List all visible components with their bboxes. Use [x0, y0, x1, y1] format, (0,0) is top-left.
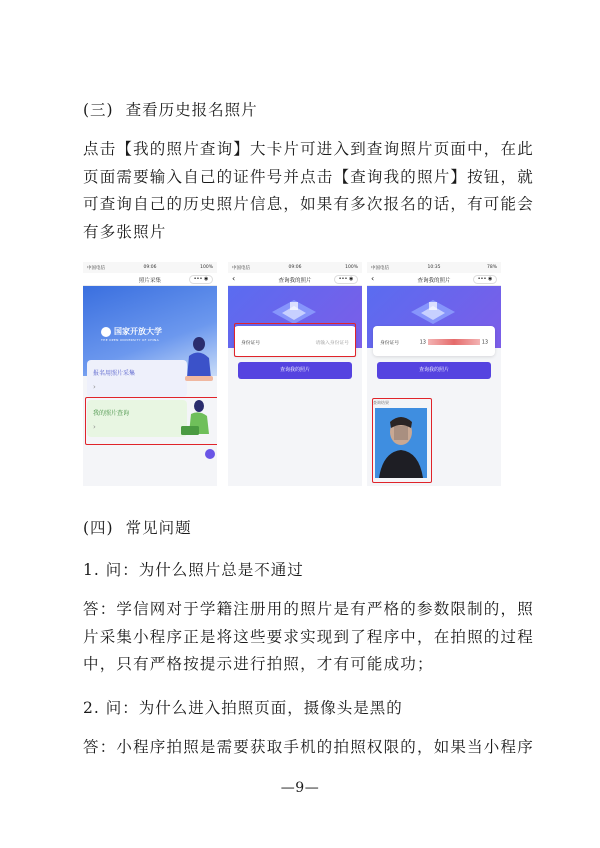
card-title: 报名用照片采集: [93, 370, 136, 377]
capsule-menu-icon[interactable]: ••• ◉: [189, 275, 213, 284]
highlight-box: [372, 398, 432, 483]
logo-text: 国家开放大学: [114, 327, 162, 336]
university-logo: [101, 326, 162, 342]
chevron-right-icon: ›: [93, 383, 96, 391]
answer-1: [83, 596, 534, 679]
carrier-text: 中国电信: [232, 266, 250, 271]
answer-line: 答：学信网对于学籍注册用的照片是有严格的参数限制的，照: [83, 600, 534, 618]
time-text: 09:06: [143, 265, 157, 270]
section-number: (三): [83, 101, 114, 119]
nav-title: 照片采集: [138, 278, 161, 284]
id-field-label: 身份证号: [380, 341, 400, 346]
logo-subtext: THE OPEN UNIVERSITY OF CHINA: [101, 338, 159, 342]
battery-text: 100%: [345, 265, 358, 270]
id-value-end: 13: [481, 340, 488, 346]
id-input-card: [373, 326, 495, 356]
answer-line: 中，只有严格按提示进行拍照，才有可能成功；: [83, 655, 434, 673]
section-number: (四): [83, 519, 114, 537]
id-value-start: 13: [419, 340, 426, 346]
nav-title: 查询我的照片: [278, 278, 312, 284]
question-2: 2. 问：为什么进入拍照页面，摄像头是黑的: [83, 699, 403, 717]
section-heading-3: [83, 98, 258, 120]
carrier-text: 中国电信: [87, 266, 105, 271]
question-1: 1. 问：为什么照片总是不通过: [83, 561, 304, 579]
section-title: 常见问题: [125, 519, 192, 537]
section-title: 查看历史报名照片: [125, 101, 258, 119]
back-arrow-icon[interactable]: ‹: [371, 274, 375, 283]
phone-screenshot-query: [228, 262, 362, 486]
highlight-box: [234, 323, 356, 357]
answer-line: 答：小程序拍照是需要获取手机的拍照权限的，如果当小程序: [83, 738, 534, 756]
status-bar: [367, 262, 501, 273]
paragraph-line: 页面需要输入自己的证件号并点击【查询我的照片】按钮，就: [83, 167, 534, 186]
answer-line: 片采集小程序正是将这些要求实现到了程序中，在拍照的过程: [83, 627, 534, 646]
carrier-text: 中国电信: [371, 266, 389, 271]
photo-capture-card[interactable]: [87, 360, 187, 397]
chevron-right-icon: ›: [93, 423, 96, 431]
phone-screenshot-home: [83, 262, 217, 486]
battery-text: 100%: [200, 265, 213, 270]
id-field-label: 身份证号: [241, 341, 261, 346]
paragraph-line: 有多张照片: [83, 222, 167, 241]
time-text: 09:06: [288, 265, 302, 270]
card-title: 我的照片查询: [93, 410, 130, 417]
status-bar: [83, 262, 217, 273]
nav-bar: [83, 273, 217, 286]
id-number-input[interactable]: 请输入身份证号: [315, 341, 349, 346]
id-number-input[interactable]: [420, 339, 488, 346]
nav-bar: [367, 273, 501, 286]
status-bar: [228, 262, 362, 273]
instruction-paragraph: [83, 136, 534, 246]
nav-title: 查询我的照片: [417, 278, 451, 284]
paragraph-line: 点击【我的照片查询】大卡片可进入到查询照片页面中，在此: [83, 140, 534, 158]
time-text: 10:35: [427, 265, 441, 270]
page-number: —9—: [280, 780, 320, 796]
redacted-mask: [428, 339, 480, 345]
capsule-menu-icon[interactable]: ••• ◉: [334, 275, 358, 284]
nav-bar: [228, 273, 362, 286]
back-arrow-icon[interactable]: ‹: [232, 274, 236, 283]
floating-service-icon[interactable]: [205, 449, 215, 459]
phone-screenshot-result: [367, 262, 501, 486]
battery-text: 78%: [486, 265, 497, 270]
result-label: 查询结果: [373, 400, 389, 405]
section-heading-4: [83, 516, 192, 538]
answer-2: [83, 734, 534, 762]
logo-badge-icon: [101, 327, 111, 337]
highlight-box: [85, 397, 217, 445]
capsule-menu-icon[interactable]: ••• ◉: [473, 275, 497, 284]
paragraph-line: 可查询自己的历史照片信息，如果有多次报名的话，有可能会: [83, 195, 534, 213]
person-sitting-illustration-icon: [179, 330, 217, 390]
query-my-photo-button[interactable]: 查询我的照片: [238, 362, 352, 379]
query-my-photo-button[interactable]: 查询我的照片: [377, 362, 491, 379]
